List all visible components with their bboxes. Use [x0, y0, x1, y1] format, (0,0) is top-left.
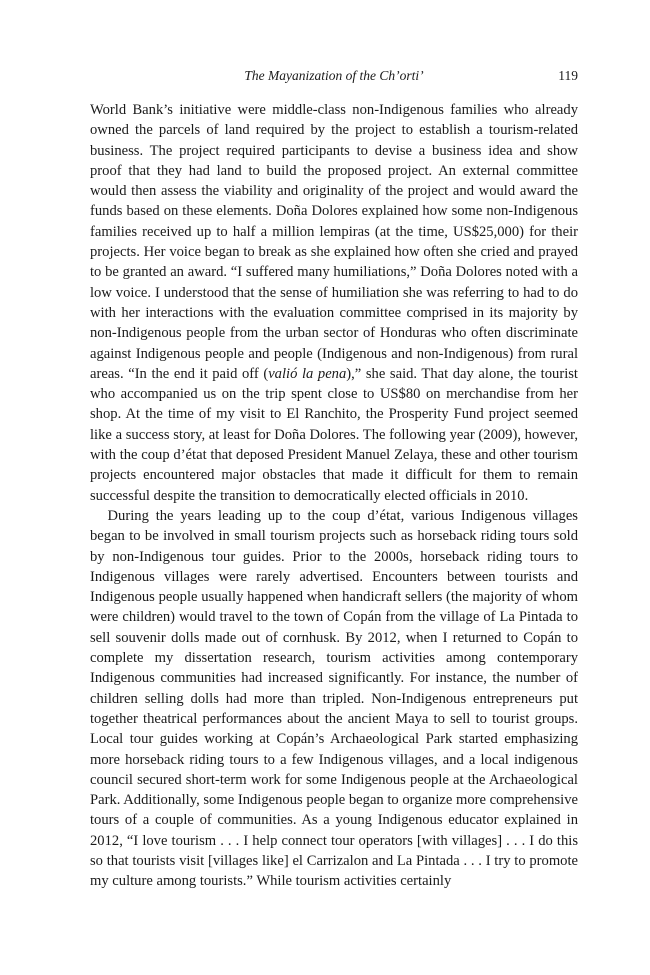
book-page — [90, 66, 578, 892]
running-head — [90, 66, 578, 86]
paragraph: During the years leading up to the coup d’état, various Indigenous villages began to be involved in small tourism projects such as horseback riding tours sold by non-Indigenous tour guides. Prior to the 2000s, horseback riding tours to Indigenous villages were rarely advertised. Encounters between tourists and Indigenous people usually happened when handicraft sellers (the majority of whom were children) would travel to the town of Copán from the village of La Pintada to sell souvenir dolls made out of cornhusk. By 2012, when I returned to Copán to complete my dissertation research, tourism activities among contemporary Indigenous communities had increased significantly. For instance, the number of children selling dolls had more than tripled. Non-Indigenous entrepreneurs put together theatrical performances about the ancient Maya to sell to tourist groups. Local tour guides working at Copán’s Archaeological Park started emphasizing more horseback riding tours to a few Indigenous villages, and a local indigenous council secured short-term work for some Indigenous people at the Archaeological Park. Additionally, some Indigenous people began to organize more comprehensive tours of a couple of communities. As a young Indigenous educator explained in 2012, “I love tourism . . . I help connect tour operators [with villages] . . . I do this so that tourists visit [villages like] el Carrizalon and La Pintada . . . I try to promote my culture among tourists.” While tourism activities certainly — [90, 507, 578, 890]
page-number: 119 — [558, 68, 578, 83]
body-text — [90, 100, 578, 892]
paragraph — [90, 100, 578, 506]
paragraph-text: World Bank’s initiative were middle-class non-Indigenous families who already owned the parcels of land required by the project to establish a tourism-related business. The project required participants to devise a business idea and show proof that they had land to build the proposed project. An external committee would then assess the viability and originality of the project and would award the funds based on these elements. Doña Dolores explained how some non-Indigenous families received up to half a million lempiras (at the time, US$25,000) for their projects. Her voice began to break as she explained how often she cried and prayed to be granted an award. “I suffered many humiliations,” Doña Dolores noted with a low voice. I understood that the sense of humiliation she was referring to had to do with her interactions with the evaluation committee comprised in its majority by non-Indigenous people from the urban sector of Honduras who often discriminate against Indigenous people and people (Indigenous and non-Indigenous) from rural areas. “In the end it paid off ( — [90, 102, 578, 382]
paragraph-text: ),” she said. That day alone, the tourist who accompanied us on the trip spent close to US$80 on merchandise from her shop. At the time of my visit to El Ranchito, the Prosperity Fund project seemed like a success story, at least for Doña Dolores. The following year (2009), however, with the coup d’état that deposed President Manuel Zelaya, these and other tourism projects encountered major obstacles that made it difficult for them to remain successful despite the transition to democratically elected officials in 2010. — [90, 365, 578, 504]
running-title: The Mayanization of the Ch’orti’ — [244, 68, 424, 83]
italic-phrase: valió la pena — [268, 365, 347, 382]
